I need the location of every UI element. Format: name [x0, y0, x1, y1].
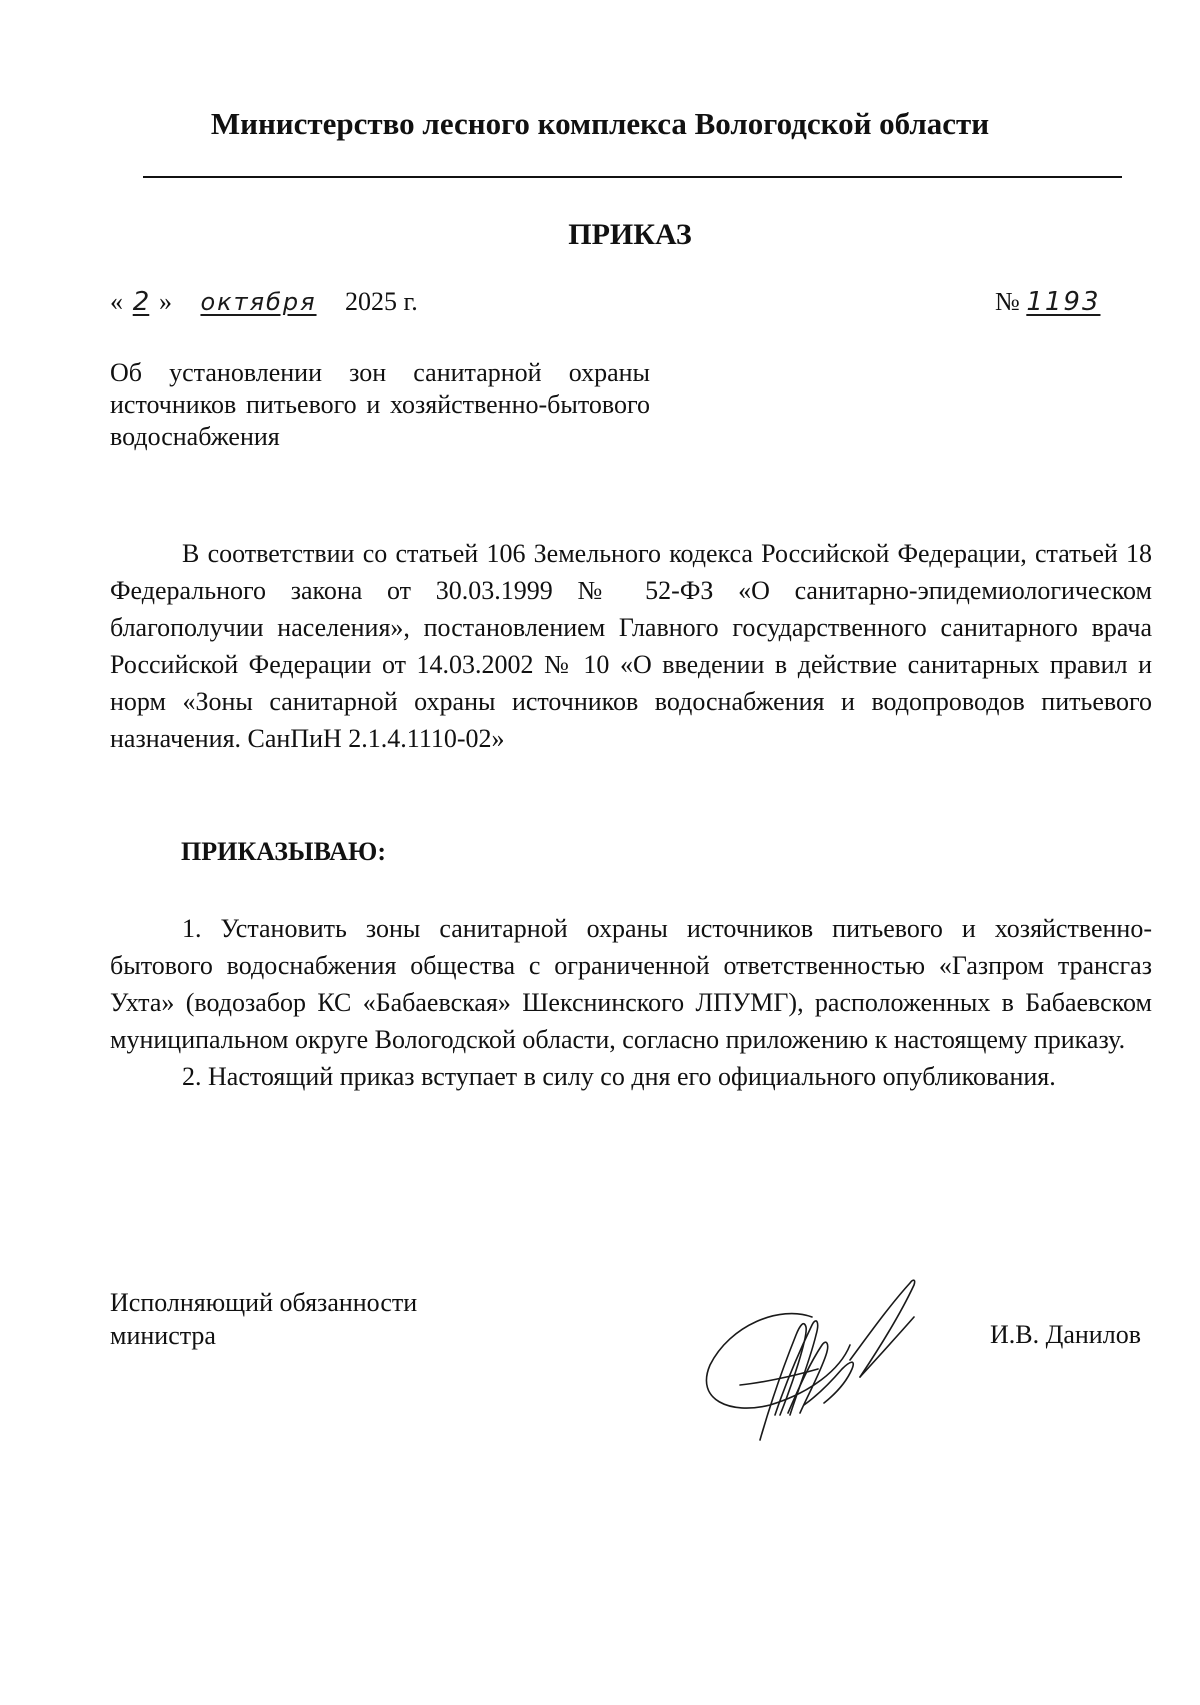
date-close-quote: »	[159, 287, 172, 316]
handwritten-signature	[700, 1265, 940, 1455]
order-directive: ПРИКАЗЫВАЮ:	[181, 837, 386, 866]
signer-name: И.В. Данилов	[990, 1320, 1141, 1349]
signer-position-line1: Исполняющий обязанности	[110, 1288, 418, 1317]
date-day-handwritten: 2	[132, 287, 150, 317]
preamble-paragraph: В соответствии со статьей 106 Земельного кодекса Российской Федерации, статьей 18 Федерального закона от 30.03.1999 № 52-ФЗ «О санитарно-эпидемиологическом благополучии населения», постановлением Главного государственного санитарного врача Российской Федерации от 14.03.2002 № 10 «О введении в действие санитарных правил и норм «Зоны санитарной охраны источников водоснабжения и водопроводов питьевого назначения. СанПиН 2.1.4.1110-02»	[110, 539, 1152, 753]
order-number	[995, 287, 1136, 317]
signer-position	[110, 1286, 417, 1352]
number-label: №	[995, 287, 1020, 316]
number-handwritten: 1193	[1026, 287, 1101, 317]
signer-position-line2: министра	[110, 1321, 216, 1350]
order-subject: Об установлении зон санитарной охраны источников питьевого и хозяйственно-бытового водоснабжения	[110, 358, 650, 451]
date-open-quote: «	[110, 287, 123, 316]
order-item-1: 1. Установить зоны санитарной охраны источников питьевого и хозяйственно-бытового водоснабжения общества с ограниченной ответственностью «Газпром трансгаз Ухта» (водозабор КС «Бабаевская» Шекснинского ЛПУМГ), расположенных в Бабаевском муниципальном округе Вологодской области, согласно приложению к настоящему приказу.	[110, 914, 1152, 1054]
date-month-handwritten: октября	[200, 288, 317, 316]
order-items	[110, 910, 1152, 1095]
order-date	[110, 287, 418, 317]
header-divider	[143, 176, 1122, 178]
date-year: 2025 г.	[345, 287, 418, 316]
order-item-2: 2. Настоящий приказ вступает в силу со дня его официального опубликования.	[182, 1062, 1056, 1091]
document-type-title: ПРИКАЗ	[568, 218, 692, 251]
ministry-name: Министерство лесного комплекса Вологодской области	[210, 106, 990, 141]
